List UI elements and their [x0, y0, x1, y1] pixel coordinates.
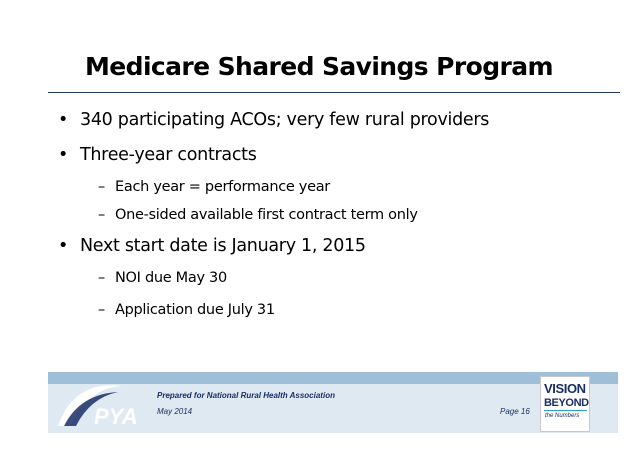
- bullet-item: [58, 145, 257, 165]
- sub-bullet-marker: –: [98, 270, 105, 286]
- sub-bullet-text: NOI due May 30: [115, 270, 227, 286]
- vision-logo-line1: VISION: [544, 381, 586, 396]
- sub-bullet-item: [98, 302, 275, 318]
- vision-logo-line3: the Numbers: [545, 413, 580, 419]
- sub-bullet-marker: –: [98, 302, 105, 318]
- vision-beyond-logo: [540, 376, 590, 432]
- sub-bullet-marker: –: [98, 207, 105, 223]
- bullet-text: Next start date is January 1, 2015: [80, 236, 366, 256]
- vision-logo-rule: [544, 410, 587, 411]
- bullet-marker: •: [58, 236, 69, 256]
- bullet-marker: •: [58, 145, 69, 165]
- bullet-text: 340 participating ACOs; very few rural providers: [80, 110, 490, 130]
- bullet-item: [58, 236, 366, 256]
- footer-prepared-for: Prepared for National Rural Health Association: [157, 391, 335, 400]
- sub-bullet-text: One-sided available first contract term only: [115, 207, 418, 223]
- vision-logo-line2: BEYOND: [544, 397, 589, 409]
- sub-bullet-item: [98, 270, 227, 286]
- title-divider: [48, 92, 620, 93]
- sub-bullet-text: Application due July 31: [115, 302, 275, 318]
- sub-bullet-item: [98, 207, 418, 223]
- page-number: Page 16: [500, 407, 530, 416]
- sub-bullet-item: [98, 179, 330, 195]
- pya-logo-text: PYA: [94, 404, 138, 429]
- sub-bullet-text: Each year = performance year: [115, 179, 330, 195]
- slide-title: Medicare Shared Savings Program: [85, 52, 553, 81]
- sub-bullet-marker: –: [98, 179, 105, 195]
- bullet-text: Three-year contracts: [80, 145, 257, 165]
- pya-logo: [54, 378, 146, 430]
- bullet-item: [58, 110, 489, 130]
- footer-date: May 2014: [157, 407, 193, 416]
- bullet-marker: •: [58, 110, 69, 130]
